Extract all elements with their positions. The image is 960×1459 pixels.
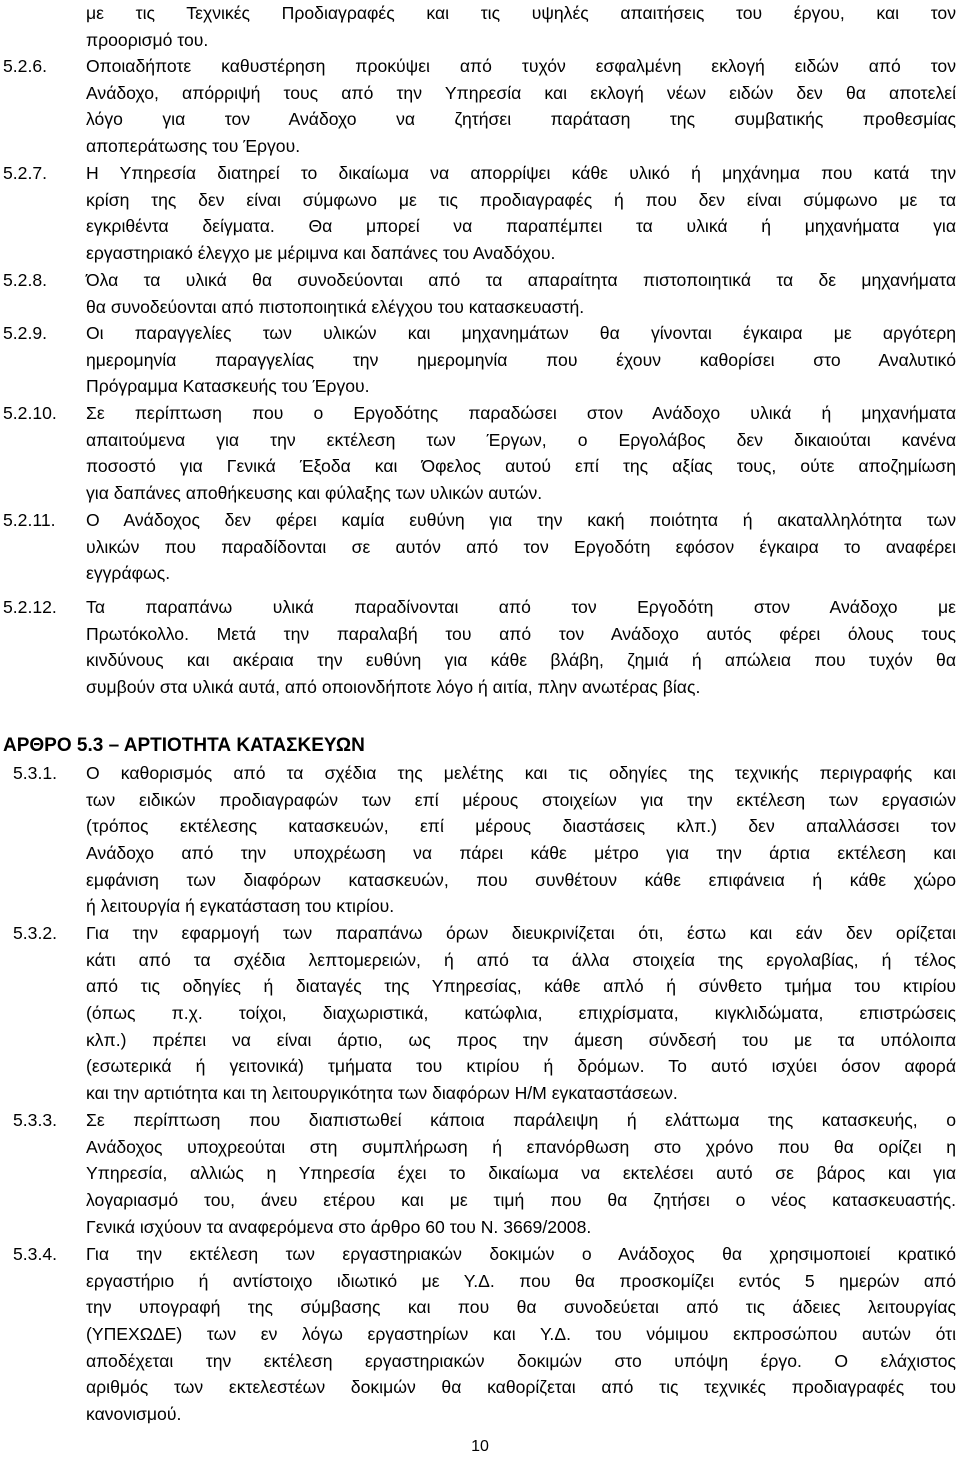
text-line: (ΥΠΕΧΩΔΕ) των εν λόγω εργαστηρίων και Υ.Δ. του νόμιμου εκπροσώπου αυτών ότι [86,1324,956,1345]
text-line: απαιτούμενα για την εκτέλεση των Έργων, ο Εργολάβος δεν δικαιούται κανένα [86,429,956,450]
text-line: εργαστήριο ή αντίστοιχο ιδιωτικό με Υ.Δ. που θα προσκομίζει εντός 5 ημερών από [86,1270,956,1291]
text-line: την υπογραφή της σύμβασης και που θα συνοδεύεται από τις άδειες λειτουργίας [86,1297,956,1318]
text-line: κάτι από τα σχέδια λεπτομερειών, ή από τα άλλα στοιχεία της εργολαβίας, ή τέλος [86,949,956,970]
paragraph-number: 5.3.4. [13,1244,58,1264]
text-line: Σε περίπτωση που ο Εργοδότης παραδώσει στον Ανάδοχο υλικά ή μηχανήματα [86,403,956,423]
paragraph-text [86,1241,956,1428]
text-line: Γενικά ισχύουν τα αναφερόμενα στο άρθρο 60 του Ν. 3669/2008. [86,1216,592,1237]
text-line: κινδύνους και ακέραια την ευθύνη για κάθε βλάβη, ζημιά ή απώλεια που τυχόν θα [86,650,956,671]
text-line: Οποιαδήποτε καθυστέρηση προκύψει από τυχόν εσφαλμένη εκλογή ειδών από τον [86,56,956,76]
text-line: αποδέχεται την εκτέλεση εργαστηριακών δοκιμών στο υπόψη έργο. Ο ελάχιστος [86,1350,956,1371]
paragraph-text [86,267,956,320]
text-line: Η Υπηρεσία διατηρεί το δικαίωμα να απορρίψει κάθε υλικό ή μηχάνημα που κατά την [86,163,956,183]
text-line: εργαστηριακό έλεγχο με μέριμνα και δαπάνες του Αναδόχου. [86,243,556,264]
text-line: Πρόγραμμα Κατασκευής του Έργου. [86,376,370,397]
text-line: κλπ.) πρέπει να είναι άρτιο, ως προς την άμεση σύνδεσή του με τα υπόλοιπα [86,1029,956,1050]
text-line: Ανάδοχο από την υποχρέωση να πάρει κάθε μέτρο για την άρτια εκτέλεση και [86,843,956,864]
text-line: με τις Τεχνικές Προδιαγραφές και τις υψηλές απαιτήσεις του έργου, και τον [86,3,956,23]
text-line: κανονισμού. [86,1404,182,1425]
text-line: θα συνοδεύονται από πιστοποιητικά ελέγχου του κατασκευαστή. [86,296,585,317]
text-line: Όλα τα υλικά θα συνοδεύονται από τα απαραίτητα πιστοποιητικά τα δε μηχανήματα [86,270,956,290]
text-line: εγκριθέντα δείγματα. Θα μπορεί να παραπέμπει τα υλικά ή μηχανήματα για [86,216,956,237]
page-number: 10 [471,1438,489,1455]
text-line: αριθμός των εκτελεστέων δοκιμών θα καθορίζεται από τις τεχνικές προδιαγραφές του [86,1377,956,1398]
text-line: και την αρτιότητα και τη λειτουργικότητα των διαφόρων Η/Μ εγκαταστάσεων. [86,1083,678,1104]
text-line: Ανάδοχος υποχρεούται στη συμπλήρωση ή επανόρθωση στο χρόνο που θα ορίζει η [86,1136,956,1157]
text-line: αποπεράτωσης του Έργου. [86,136,301,157]
text-line: Τα παραπάνω υλικά παραδίνονται από τον Εργοδότη στον Ανάδοχο με [86,597,956,617]
text-line: (τρόπος εκτέλεσης κατασκευών, επί μέρους διαστάσεις κλπ.) δεν απαλλάσσει τον [86,816,956,837]
paragraph-number: 5.2.8. [3,270,48,290]
paragraph-text [86,400,956,507]
text-line: λόγο για τον Ανάδοχο να ζητήσει παράταση της συμβατικής προθεσμίας [86,109,956,130]
text-line: Πρωτόκολλο. Μετά την παραλαβή του από τον Ανάδοχο αυτός φέρει όλους τους [86,623,956,644]
text-line: υλικών που παραδίδονται σε αυτόν από τον Εργοδότη εφόσον έγκαιρα το αναφέρει [86,536,956,557]
paragraph-number: 5.3.3. [13,1110,58,1130]
text-line: εγγράφως. [86,563,171,584]
paragraph-text [86,507,956,587]
paragraph-number: 5.3.1. [13,763,58,783]
text-line: εμφάνιση των διαφόρων κατασκευών, που συνθέτουν κάθε επιφάνεια ή κάθε χώρο [86,869,956,890]
paragraph-text [86,320,956,400]
paragraph-number: 5.3.2. [13,923,58,943]
section-heading: ΑΡΘΡΟ 5.3 – ΑΡΤΙΟΤΗΤΑ ΚΑΤΑΣΚΕΥΩΝ [3,735,365,756]
text-line: των ειδικών προδιαγραφών των επί μέρους στοιχείων για την εκτέλεση των εργασιών [86,789,956,810]
paragraph-text [86,760,956,920]
paragraph-text [86,920,956,1107]
text-line: Ο καθορισμός από τα σχέδια της μελέτης και τις οδηγίες της τεχνικής περιγραφής και [86,763,956,783]
text-line: από τις οδηγίες ή διαταγές της Υπηρεσίας, κάθε απλό ή σύνθετο τμήμα του κτιρίου [86,976,956,997]
text-line: ποσοστό για Γενικά Έξοδα και Όφελος αυτού επί της αξίας τους, ούτε αποζημίωση [86,456,956,477]
text-line: Για την εφαρμογή των παραπάνω όρων διευκρινίζεται ότι, έστω και εάν δεν ορίζεται [86,923,956,943]
paragraph-number: 5.2.9. [3,323,48,343]
paragraph-number: 5.2.10. [3,403,57,423]
text-line: (εσωτερικά ή γειτονικά) τμήματα του κτιρίου ή δρόμων. Το αυτό ισχύει όσον αφορά [86,1056,956,1077]
text-line: λογαριασμό του, άνευ ετέρου και με τιμή που θα ζητήσει ο νέος κατασκευαστής. [86,1190,956,1211]
paragraph-number: 5.2.7. [3,163,48,183]
text-line: συμβούν στα υλικά αυτά, από οποιονδήποτε λόγο ή αιτία, πλην ανωτέρας βίας. [86,677,701,698]
text-line: για δαπάνες αποθήκευσης και φύλαξης των υλικών αυτών. [86,483,543,504]
text-line: Ανάδοχο, απόρριψή τους από την Υπηρεσία και εκλογή νέων ειδών δεν θα αποτελεί [86,82,956,103]
text-line: (όπως π.χ. τοίχοι, διαχωριστικά, κατώφλια, επιχρίσματα, κιγκλιδώματα, επιστρώσεις [86,1003,956,1024]
paragraph-number: 5.2.6. [3,56,48,76]
paragraph-text [86,1107,956,1240]
text-line: Σε περίπτωση που διαπιστωθεί κάποια παράλειψη ή ελάττωμα της κατασκευής, ο [86,1110,956,1130]
paragraph-text [86,594,956,701]
paragraph-text [86,53,956,160]
text-line: Οι παραγγελίες των υλικών και μηχανημάτων θα γίνονται έγκαιρα με αργότερη [86,323,956,343]
paragraph-number: 5.2.12. [3,597,57,617]
paragraph-text [86,0,956,53]
text-line: ημερομηνία παραγγελίας την ημερομηνία που έχουν καθορίσει στο Αναλυτικό [86,349,956,370]
text-line: Για την εκτέλεση των εργαστηριακών δοκιμών ο Ανάδοχος θα χρησιμοποιεί κρατικό [86,1244,956,1264]
text-line: ή λειτουργία ή εγκατάσταση του κτιρίου. [86,896,395,917]
text-line: κρίση της δεν είναι σύμφωνο με τις προδιαγραφές ή που δεν είναι σύμφωνο με τα [86,189,956,210]
paragraph-text [86,160,956,267]
text-line: Ο Ανάδοχος δεν φέρει καμία ευθύνη για την κακή ποιότητα ή ακαταλληλότητα των [86,510,956,530]
text-line: Υπηρεσία, αλλιώς η Υπηρεσία έχει το δικαίωμα να εκτελέσει αυτό σε βάρος και για [86,1163,956,1184]
paragraph-number: 5.2.11. [3,510,56,530]
text-line: προορισμό του. [86,29,209,50]
